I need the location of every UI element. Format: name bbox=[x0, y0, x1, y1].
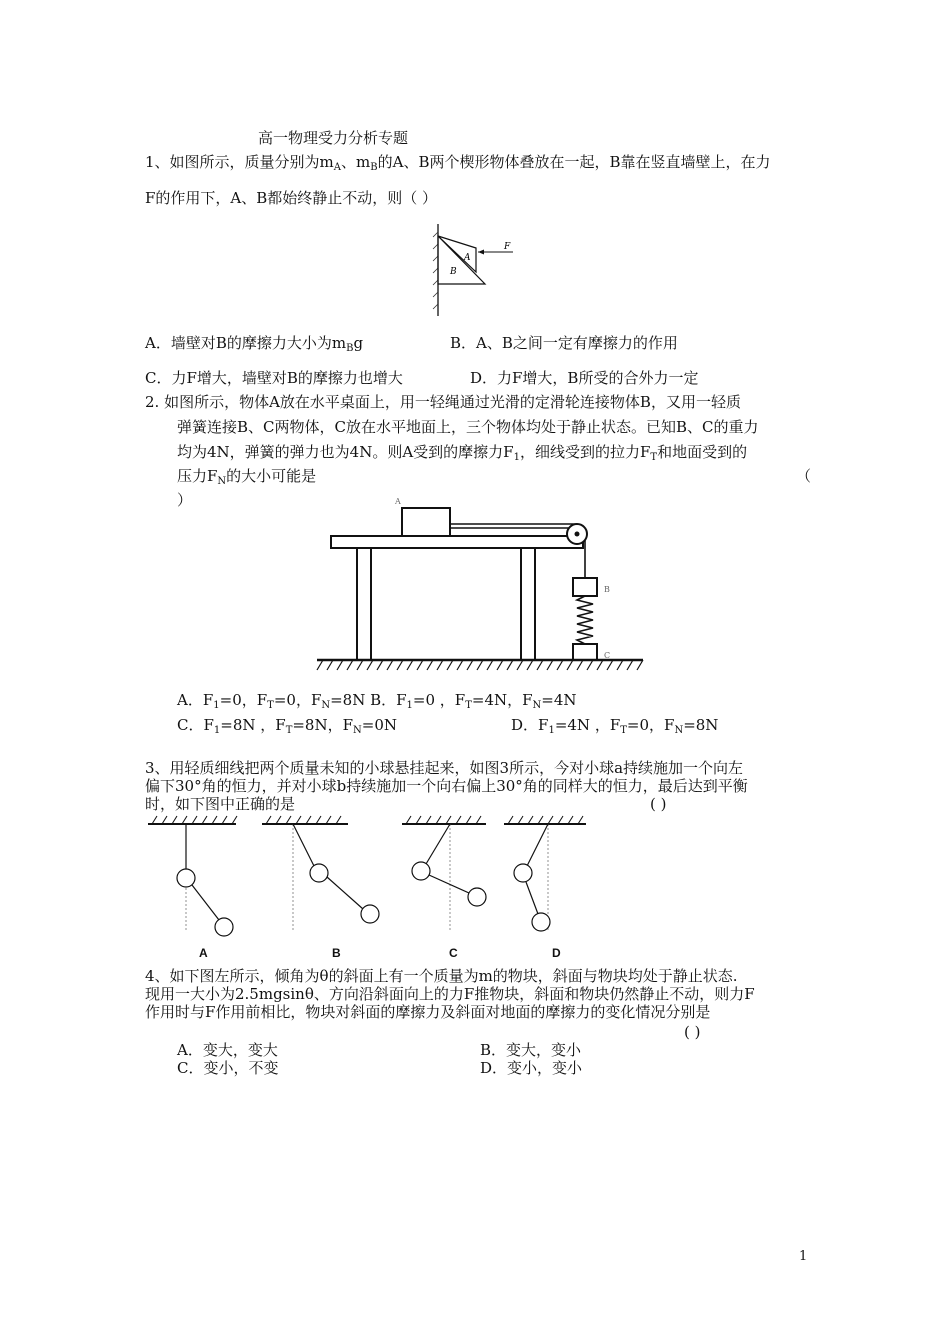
q4-option-a: A．变大，变大 bbox=[177, 1041, 278, 1059]
q3-answer-paren: ( ) bbox=[650, 795, 667, 813]
q3-choice-d-label: D bbox=[552, 946, 561, 960]
q3-choice-b-label: B bbox=[332, 946, 341, 960]
q2-label-a: A bbox=[395, 497, 401, 506]
q3-figure-b bbox=[262, 816, 379, 932]
q3-choice-c-label: C bbox=[449, 946, 458, 960]
q2-label-c: C bbox=[604, 651, 611, 660]
q3-figure-a bbox=[148, 816, 237, 936]
q4-stem-line3: 作用时与F作用前相比，物块对斜面的摩擦力及斜面对地面的摩擦力的变化情况分别是 bbox=[145, 1003, 711, 1021]
page-title: 高一物理受力分析专题 bbox=[258, 129, 409, 147]
q2-stem-line1: 2. 如图所示，物体A放在水平桌面上，用一轻绳通过光滑的定滑轮连接物体B，又用一轻质 bbox=[145, 393, 741, 411]
q4-option-b: B．变大，变小 bbox=[480, 1041, 582, 1059]
q2-option-c: C．$F_1=8N$ ，$F_T=8N$，$F_N=0N$ bbox=[177, 716, 398, 736]
q1-stem-line1: 1、如图所示，质量分别为$m_A$、$m_B$的A、B两个楔形物体叠放在一起，B靠在竖直墙壁上，在力 bbox=[145, 153, 771, 173]
q1-option-c: C．力F增大，墙壁对B的摩擦力也增大 bbox=[145, 369, 403, 387]
q2-pulley-figure bbox=[315, 494, 645, 678]
q3-figure-c bbox=[402, 816, 486, 932]
q2-label-b: B bbox=[604, 585, 610, 594]
q4-stem-line1: 4、如下图左所示，倾角为θ的斜面上有一个质量为m的物块，斜面与物块均处于静止状态. bbox=[145, 967, 738, 985]
q2-options-ab: A．$F_1=0$，$F_T=0$，$F_N=8N$ B．$F_1=0$ ，$F_T=4N$，$F_N=4N$ bbox=[177, 691, 577, 711]
q2-option-d: D．$F_1=4N$ ，$F_T=0$，$F_N=8N$ bbox=[511, 716, 719, 736]
q4-option-c: C．变小，不变 bbox=[177, 1059, 279, 1077]
q3-pendulum-figure bbox=[140, 812, 600, 942]
q2-paren-open: （ bbox=[796, 467, 812, 485]
q2-stem-line4: 压力$F_N$的大小可能是 bbox=[177, 467, 317, 487]
q3-stem-line1: 3、用轻质细线把两个质量未知的小球悬挂起来，如图3所示，今对小球a持续施加一个向左 bbox=[145, 759, 744, 777]
q4-stem-line2: 现用一大小为2.5mgsinθ、方向沿斜面向上的力F推物块，斜面和物块仍然静止不动，则力F bbox=[145, 985, 755, 1003]
q4-option-d: D．变小，变小 bbox=[480, 1059, 583, 1077]
q3-figure-d bbox=[504, 816, 586, 932]
q3-choice-a-label: A bbox=[199, 946, 208, 960]
q2-stem-line2: 弹簧连接B、C两物体，C放在水平地面上，三个物体均处于静止状态。已知B、C的重力 bbox=[177, 418, 759, 436]
q3-stem-line3: 时，如下图中正确的是 bbox=[145, 795, 296, 813]
q2-stem-line3: 均为4N，弹簧的弹力也为4N。则A受到的摩擦力$F_1$，细线受到的拉力$F_T$和地面受到的 bbox=[177, 443, 748, 463]
q1-label-f: F bbox=[504, 242, 511, 252]
q1-stem-line2: F的作用下，A、B都始终静止不动，则（ ） bbox=[145, 189, 438, 207]
q4-answer-paren: ( ) bbox=[684, 1023, 701, 1041]
q1-label-a: A bbox=[464, 253, 471, 263]
q1-label-b: B bbox=[450, 267, 457, 277]
q1-option-b: B．A、B之间一定有摩擦力的作用 bbox=[450, 334, 678, 352]
q2-paren-close: ） bbox=[177, 491, 193, 509]
q3-stem-line2: 偏下30°角的恒力，并对小球b持续施加一个向右偏上30°角的同样大的恒力，最后达到平衡 bbox=[145, 777, 748, 795]
q1-option-a: A．墙壁对B的摩擦力大小为$m_Bg$ bbox=[145, 334, 364, 354]
q1-option-d: D．力F增大，B所受的合外力一定 bbox=[470, 369, 699, 387]
q1-wedge-figure bbox=[428, 222, 520, 318]
page-number: 1 bbox=[799, 1249, 808, 1264]
